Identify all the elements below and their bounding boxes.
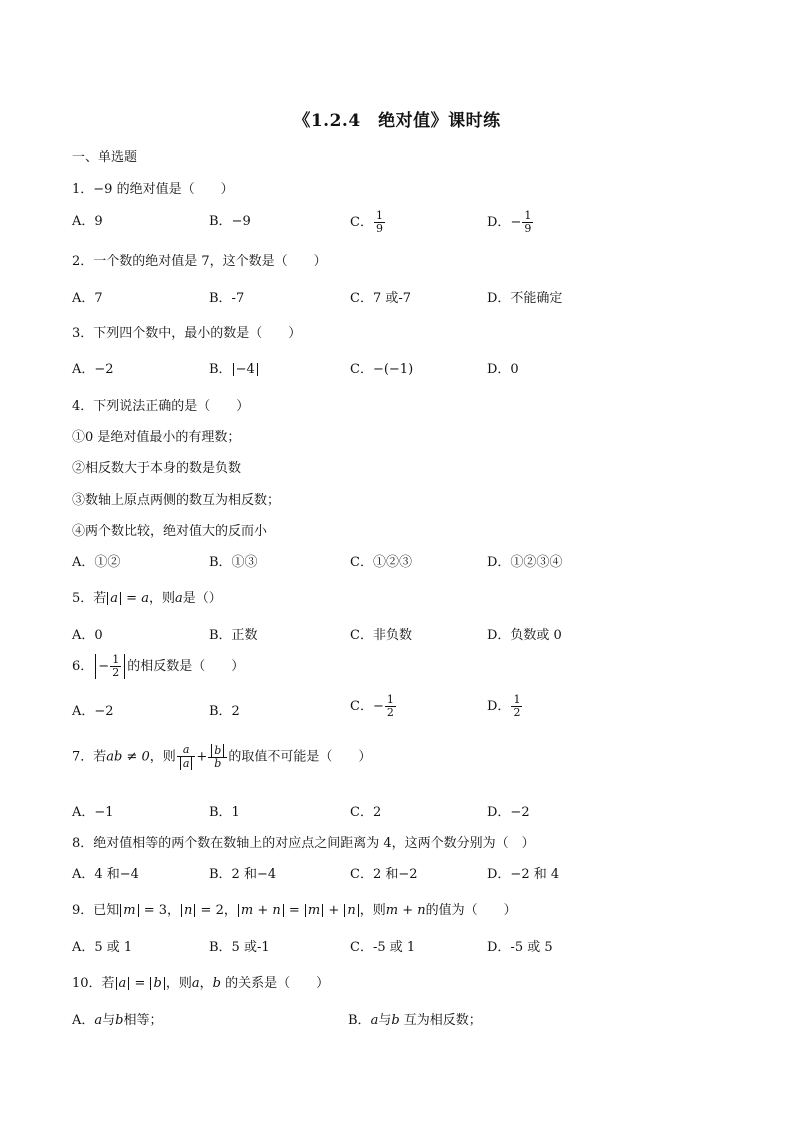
statement-1: ①0 是绝对值最小的有理数； [72, 430, 241, 445]
question-7-stem: 7．若ab ≠ 0，则 $\frac{a}{a}$ + $\frac{b}{b}$ 的取值不可能是（ ） [72, 743, 372, 770]
option-b[interactable]: B．−9 [209, 214, 251, 229]
option-b[interactable]: B． −4 [209, 358, 259, 377]
option-b[interactable]: B．a与b 互为相反数； [348, 1013, 482, 1028]
option-d[interactable]: D．①②③④ [487, 555, 563, 570]
statement-4: ④两个数比较，绝对值大的反而小 [72, 524, 268, 539]
option-d[interactable]: D． $\frac{1}{2}$ [487, 693, 521, 719]
option-a[interactable]: A．9 [72, 214, 103, 229]
option-b[interactable]: B．-7 [209, 291, 245, 306]
question-6-options [72, 693, 772, 726]
option-c[interactable]: C．-5 或 1 [350, 940, 416, 955]
question-9-stem: 9．已知 m = 3， n = 2， m + n = m + n ，则m + n的值为（ ） [72, 903, 517, 918]
option-a[interactable]: A．4 和−4 [72, 867, 139, 882]
option-c[interactable]: C．非负数 [350, 628, 412, 643]
question-4-stem: 4．下列说法正确的是（ ） [72, 399, 250, 414]
question-2-options [72, 287, 772, 313]
option-c[interactable]: C．①②③ [350, 555, 412, 570]
question-8-stem: 8．绝对值相等的两个数在数轴上的对应点之间距离为 4，这两个数分别为（ ） [72, 836, 535, 851]
statement-3: ③数轴上原点两侧的数互为相反数； [72, 493, 281, 508]
option-d[interactable]: D．负数或 0 [487, 628, 562, 643]
option-c[interactable]: C．7 或-7 [350, 291, 412, 306]
question-8-options [72, 863, 772, 889]
option-b[interactable]: B．2 和−4 [209, 867, 277, 882]
option-a[interactable]: A．−2 [72, 704, 114, 719]
question-9-options [72, 936, 772, 962]
option-c[interactable]: C．2 和−2 [350, 867, 418, 882]
option-a[interactable]: A．0 [72, 628, 103, 643]
option-c[interactable]: C．−(−1) [350, 362, 414, 377]
option-c[interactable]: C． $\frac{1}{9}$ [350, 209, 383, 235]
page-title: 《1.2.4 绝对值》课时练 [293, 111, 501, 131]
option-b[interactable]: B．1 [209, 805, 240, 820]
question-5-options [72, 624, 772, 650]
option-a[interactable]: A．−2 [72, 362, 114, 377]
question-2-stem: 2．一个数的绝对值是 7，这个数是（ ） [72, 254, 327, 269]
option-c[interactable]: C．2 [350, 805, 382, 820]
option-a[interactable]: A．a与b相等； [72, 1013, 163, 1028]
question-4-options [72, 551, 772, 577]
option-a[interactable]: A．5 或 1 [72, 940, 133, 955]
option-b[interactable]: B．①③ [209, 555, 258, 570]
question-10-stem: 10．若 a = b ，则a，b 的关系是（ ） [72, 976, 330, 991]
question-10-options [72, 1009, 772, 1035]
option-d[interactable]: D．−2 [487, 805, 530, 820]
question-5-stem: 5．若 a = a，则a是（） [72, 591, 222, 606]
option-b[interactable]: B．5 或-1 [209, 940, 270, 955]
option-b[interactable]: B．2 [209, 704, 240, 719]
question-3-stem: 3．下列四个数中，最小的数是（ ） [72, 326, 302, 341]
question-3-options [72, 358, 772, 384]
statement-2: ②相反数大于本身的数是负数 [72, 461, 242, 476]
option-a[interactable]: A．−1 [72, 805, 114, 820]
question-7-options [72, 801, 772, 827]
option-a[interactable]: A．①② [72, 555, 121, 570]
option-a[interactable]: A．7 [72, 291, 103, 306]
question-1-options [72, 210, 772, 236]
question-1-stem: 1．−9 的绝对值是（ ） [72, 182, 234, 197]
option-b[interactable]: B．正数 [209, 628, 258, 643]
option-d[interactable]: D．0 [487, 362, 519, 377]
option-d[interactable]: D．−2 和 4 [487, 867, 560, 882]
option-d[interactable]: D．-5 或 5 [487, 940, 553, 955]
section-heading: 一、单选题 [72, 150, 138, 165]
option-d[interactable]: D．− $\frac{1}{9}$ [487, 209, 532, 235]
question-6-stem: 6． − $\frac{1}{2}$ 的相反数是（ ） [72, 653, 245, 679]
option-d[interactable]: D．不能确定 [487, 291, 563, 306]
option-c[interactable]: C．− $\frac{1}{2}$ [350, 693, 394, 719]
